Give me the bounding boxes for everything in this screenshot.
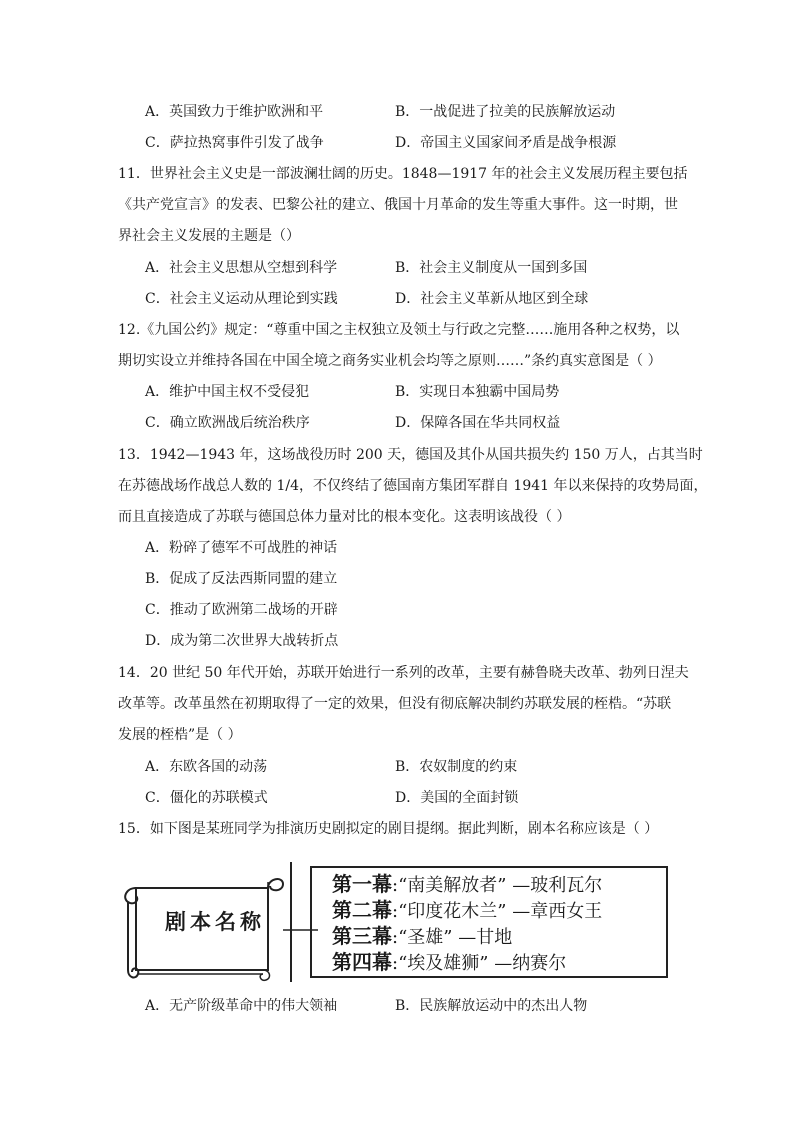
act-number: 第一幕 xyxy=(332,872,392,896)
act-number: 第三幕 xyxy=(332,924,392,948)
act-number: 第四幕 xyxy=(332,950,392,974)
q13-option-d[interactable]: D．成为第二次世界大战转折点 xyxy=(145,633,339,649)
q11-stem-line-1: 11．世界社会主义史是一部波澜壮阔的历史。1848—1917 年的社会主义发展历程主要包括 xyxy=(118,166,688,182)
q15-play-outline-figure xyxy=(118,858,678,988)
q10-option-b[interactable]: B．一战促进了拉美的民族解放运动 xyxy=(395,104,616,120)
q14-stem-line-1: 14．20 世纪 50 年代开始，苏联开始进行一系列的改革，主要有赫鲁晓夫改革、勃列日涅夫 xyxy=(118,665,689,681)
act-text: :“埃及雄狮” —纳赛尔 xyxy=(392,953,567,974)
q11-stem-line-3: 界社会主义发展的主题是（） xyxy=(118,228,300,244)
q13-stem-line-1: 13．1942—1943 年，这场战役历时 200 天，德国及其仆从国共损失约 150 万人，占其当时 xyxy=(118,447,703,463)
act-row xyxy=(332,950,566,976)
q13-stem-line-3: 而且直接造成了苏联与德国总体力量对比的根本变化。这表明该战役（ ） xyxy=(118,509,571,525)
acts-box xyxy=(310,866,668,978)
q12-stem-line-1: 12.《九国公约》规定：“尊重中国之主权独立及领土与行政之完整……施用各种之权势，以 xyxy=(118,322,680,338)
q15-option-b[interactable]: B．民族解放运动中的杰出人物 xyxy=(395,998,588,1014)
act-text: :“南美解放者” —玻利瓦尔 xyxy=(392,875,603,896)
q14-option-d[interactable]: D．美国的全面封锁 xyxy=(395,790,519,806)
act-text: :“圣雄” —甘地 xyxy=(392,927,513,948)
q11-option-b[interactable]: B．社会主义制度从一国到多国 xyxy=(395,260,588,276)
q10-option-d[interactable]: D．帝国主义国家间矛盾是战争根源 xyxy=(395,135,617,151)
q12-option-c[interactable]: C．确立欧洲战后统治秩序 xyxy=(145,415,310,431)
q12-option-d[interactable]: D．保障各国在华共同权益 xyxy=(395,415,561,431)
q11-option-d[interactable]: D．社会主义革新从地区到全球 xyxy=(395,291,589,307)
bracket-line xyxy=(290,862,292,982)
scroll-title: 剧本名称 xyxy=(165,909,265,934)
q11-stem-line-2: 《共产党宣言》的发表、巴黎公社的建立、俄国十月革命的发生等重大事件。这一时期，世 xyxy=(118,197,678,213)
q10-option-c[interactable]: C．萨拉热窝事件引发了战争 xyxy=(145,135,324,151)
act-number: 第二幕 xyxy=(332,898,392,922)
act-row xyxy=(332,924,512,950)
act-row xyxy=(332,898,602,924)
q12-stem-line-2: 期切实设立并维持各国在中国全境之商务实业机会均等之原则……”条约真实意图是（ ） xyxy=(118,353,662,369)
q11-option-a[interactable]: A．社会主义思想从空想到科学 xyxy=(145,260,338,276)
q14-option-b[interactable]: B．农奴制度的约束 xyxy=(395,759,518,775)
q14-stem-line-3: 发展的桎梏”是（ ） xyxy=(118,727,242,743)
q14-stem-line-2: 改革等。改革虽然在初期取得了一定的效果，但没有彻底解决制约苏联发展的桎梏。“苏联 xyxy=(118,696,672,712)
q10-option-a[interactable]: A．英国致力于维护欧洲和平 xyxy=(145,104,324,120)
q13-option-b[interactable]: B．促成了反法西斯同盟的建立 xyxy=(145,571,338,587)
q11-option-c[interactable]: C．社会主义运动从理论到实践 xyxy=(145,291,338,307)
q13-option-c[interactable]: C．推动了欧洲第二战场的开辟 xyxy=(145,602,338,618)
q15-stem-line-1: 15．如下图是某班同学为排演历史剧拟定的剧目提纲。据此判断，剧本名称应该是（ ） xyxy=(118,821,659,837)
act-text: :“印度花木兰” —章西女王 xyxy=(392,901,603,922)
q14-option-a[interactable]: A．东欧各国的动荡 xyxy=(145,759,268,775)
q15-option-a[interactable]: A．无产阶级革命中的伟大领袖 xyxy=(145,998,338,1014)
act-row xyxy=(332,872,602,898)
q13-option-a[interactable]: A．粉碎了德军不可战胜的神话 xyxy=(145,540,338,556)
q12-option-a[interactable]: A．维护中国主权不受侵犯 xyxy=(145,384,310,400)
q13-stem-line-2: 在苏德战场作战总人数的 1/4，不仅终结了德国南方集团军群自 1941 年以来保持的攻势局面， xyxy=(118,478,708,494)
q14-option-c[interactable]: C．僵化的苏联模式 xyxy=(145,790,268,806)
q12-option-b[interactable]: B．实现日本独霸中国局势 xyxy=(395,384,560,400)
